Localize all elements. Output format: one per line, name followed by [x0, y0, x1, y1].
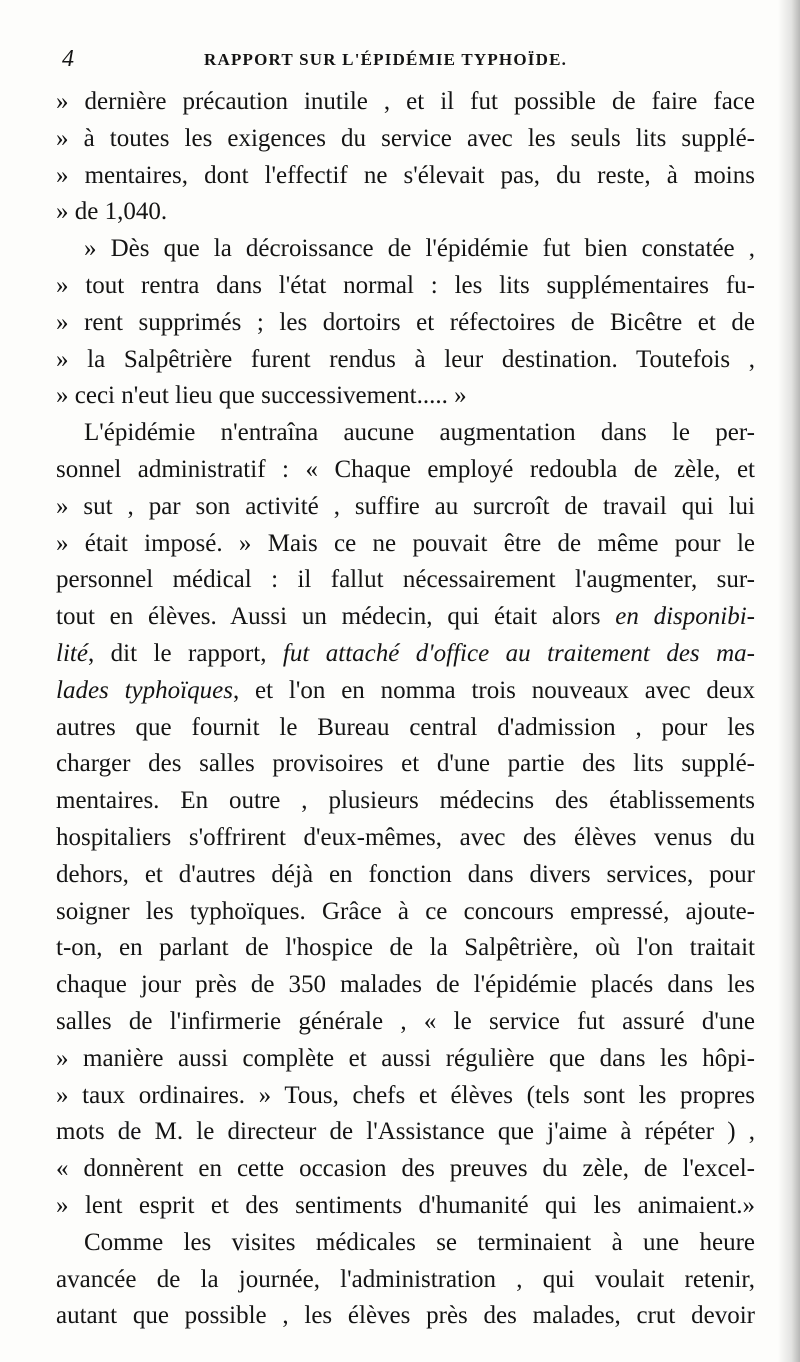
text-segment: « donnèrent en cette occasion des preuves du zèle, de l'excel-: [56, 1155, 755, 1183]
text-segment: autant que possible , les élèves près des malades, crut devoir: [56, 1302, 755, 1330]
text-line: [56, 1041, 755, 1078]
text-line: [56, 857, 755, 894]
italic-text-segment: fut attaché d'office au traitement des ma-: [282, 639, 755, 667]
text-segment: » la Salpêtrière furent rendus à leur destination. Toutefois ,: [56, 345, 755, 373]
text-line: [56, 194, 755, 231]
text-line: [56, 1004, 755, 1041]
text-line: [56, 673, 755, 710]
text-line: [56, 1188, 755, 1225]
text-line: [56, 121, 755, 158]
text-line: [56, 1114, 755, 1151]
text-segment: sonnel administratif : « Chaque employé redoubla de zèle, et: [56, 455, 755, 483]
italic-text-segment: en disponibi-: [615, 603, 755, 631]
text-segment: hospitaliers s'offrirent d'eux-mêmes, avec des élèves venus du: [56, 823, 755, 851]
text-segment: » lent esprit et des sentiments d'humanité qui les animaient.»: [56, 1191, 755, 1219]
text-segment: » ceci n'eut lieu que successivement..... »: [56, 382, 467, 410]
text-segment: » de 1,040.: [56, 198, 168, 226]
text-segment: » sut , par son activité , suffire au surcroît de travail qui lui: [56, 492, 755, 520]
text-segment: » mentaires, dont l'effectif ne s'élevait pas, du reste, à moins: [56, 161, 755, 189]
text-line: [56, 746, 755, 783]
text-segment: » était imposé. » Mais ce ne pouvait être de même pour le: [56, 529, 755, 557]
text-line: [56, 415, 755, 452]
text-line: [56, 268, 755, 305]
text-segment: personnel médical : il fallut nécessairement l'augmenter, sur-: [56, 566, 755, 594]
text-segment: avancée de la journée, l'administration , qui voulait retenir,: [56, 1265, 755, 1293]
text-segment: salles de l'infirmerie générale , « le service fut assuré d'une: [56, 1007, 755, 1035]
text-segment: L'épidémie n'entraîna aucune augmentation dans le per-: [84, 419, 755, 447]
text-line: [56, 1298, 755, 1335]
text-segment: » manière aussi complète et aussi régulière que dans les hôpi-: [56, 1044, 755, 1072]
text-line: [56, 231, 755, 268]
text-segment: Comme les visites médicales se terminaient à une heure: [84, 1228, 755, 1256]
text-segment: mots de M. le directeur de l'Assistance que j'aime à répéter ) ,: [56, 1118, 755, 1146]
text-line: [56, 452, 755, 489]
text-segment: » dernière précaution inutile , et il fut possible de faire face: [56, 88, 755, 115]
text-line: [56, 378, 755, 415]
text-line: [56, 1151, 755, 1188]
text-line: [56, 526, 755, 563]
text-segment: » tout rentra dans l'état normal : les lits supplémentaires fu-: [56, 271, 755, 299]
text-line: [56, 1078, 755, 1115]
text-line: [56, 562, 755, 599]
page-edge-shadow: [778, 0, 800, 1362]
text-line: [56, 710, 755, 747]
text-segment: soigner les typhoïques. Grâce à ce concours empressé, ajoute-: [56, 897, 755, 925]
italic-text-segment: lité: [56, 639, 88, 667]
text-line: [56, 84, 755, 121]
text-segment: autres que fournit le Bureau central d'admission , pour les: [56, 713, 755, 741]
text-segment: » rent supprimés ; les dortoirs et réfectoires de Bicêtre et de: [56, 308, 755, 336]
text-segment: » à toutes les exigences du service avec les seuls lits supplé-: [56, 124, 755, 152]
text-segment: tout en élèves. Aussi un médecin, qui était alors: [56, 603, 616, 631]
text-line: [56, 783, 755, 820]
text-segment: chaque jour près de 350 malades de l'épidémie placés dans les: [56, 971, 755, 999]
page-header: [62, 46, 754, 76]
text-line: [56, 1262, 755, 1299]
text-segment: , et l'on en nomma trois nouveaux avec deux: [232, 676, 755, 704]
text-line: [56, 342, 755, 379]
text-segment: , dit le rapport,: [87, 639, 283, 667]
text-line: [56, 820, 755, 857]
text-segment: dehors, et d'autres déjà en fonction dans divers services, pour: [56, 860, 755, 888]
running-title: RAPPORT SUR L'ÉPIDÉMIE TYPHOÏDE.: [204, 50, 568, 69]
text-segment: » Dès que la décroissance de l'épidémie fut bien constatée ,: [84, 235, 755, 263]
text-segment: t-on, en parlant de l'hospice de la Salpêtrière, où l'on traitait: [56, 934, 755, 962]
italic-text-segment: lades typhoïques: [56, 676, 233, 704]
text-line: [56, 636, 755, 673]
text-line: [56, 489, 755, 526]
text-line: [56, 599, 755, 636]
text-line: [56, 305, 755, 342]
text-line: [56, 894, 755, 931]
text-segment: » taux ordinaires. » Tous, chefs et élèves (tels sont les propres: [56, 1081, 755, 1109]
page-number: 4: [62, 46, 74, 72]
text-line: [56, 930, 755, 967]
text-line: [56, 1225, 755, 1262]
text-line: [56, 967, 755, 1004]
body-text: [56, 84, 755, 1335]
text-segment: mentaires. En outre , plusieurs médecins des établissements: [56, 787, 755, 815]
text-line: [56, 158, 755, 195]
text-segment: charger des salles provisoires et d'une partie des lits supplé-: [56, 750, 755, 778]
